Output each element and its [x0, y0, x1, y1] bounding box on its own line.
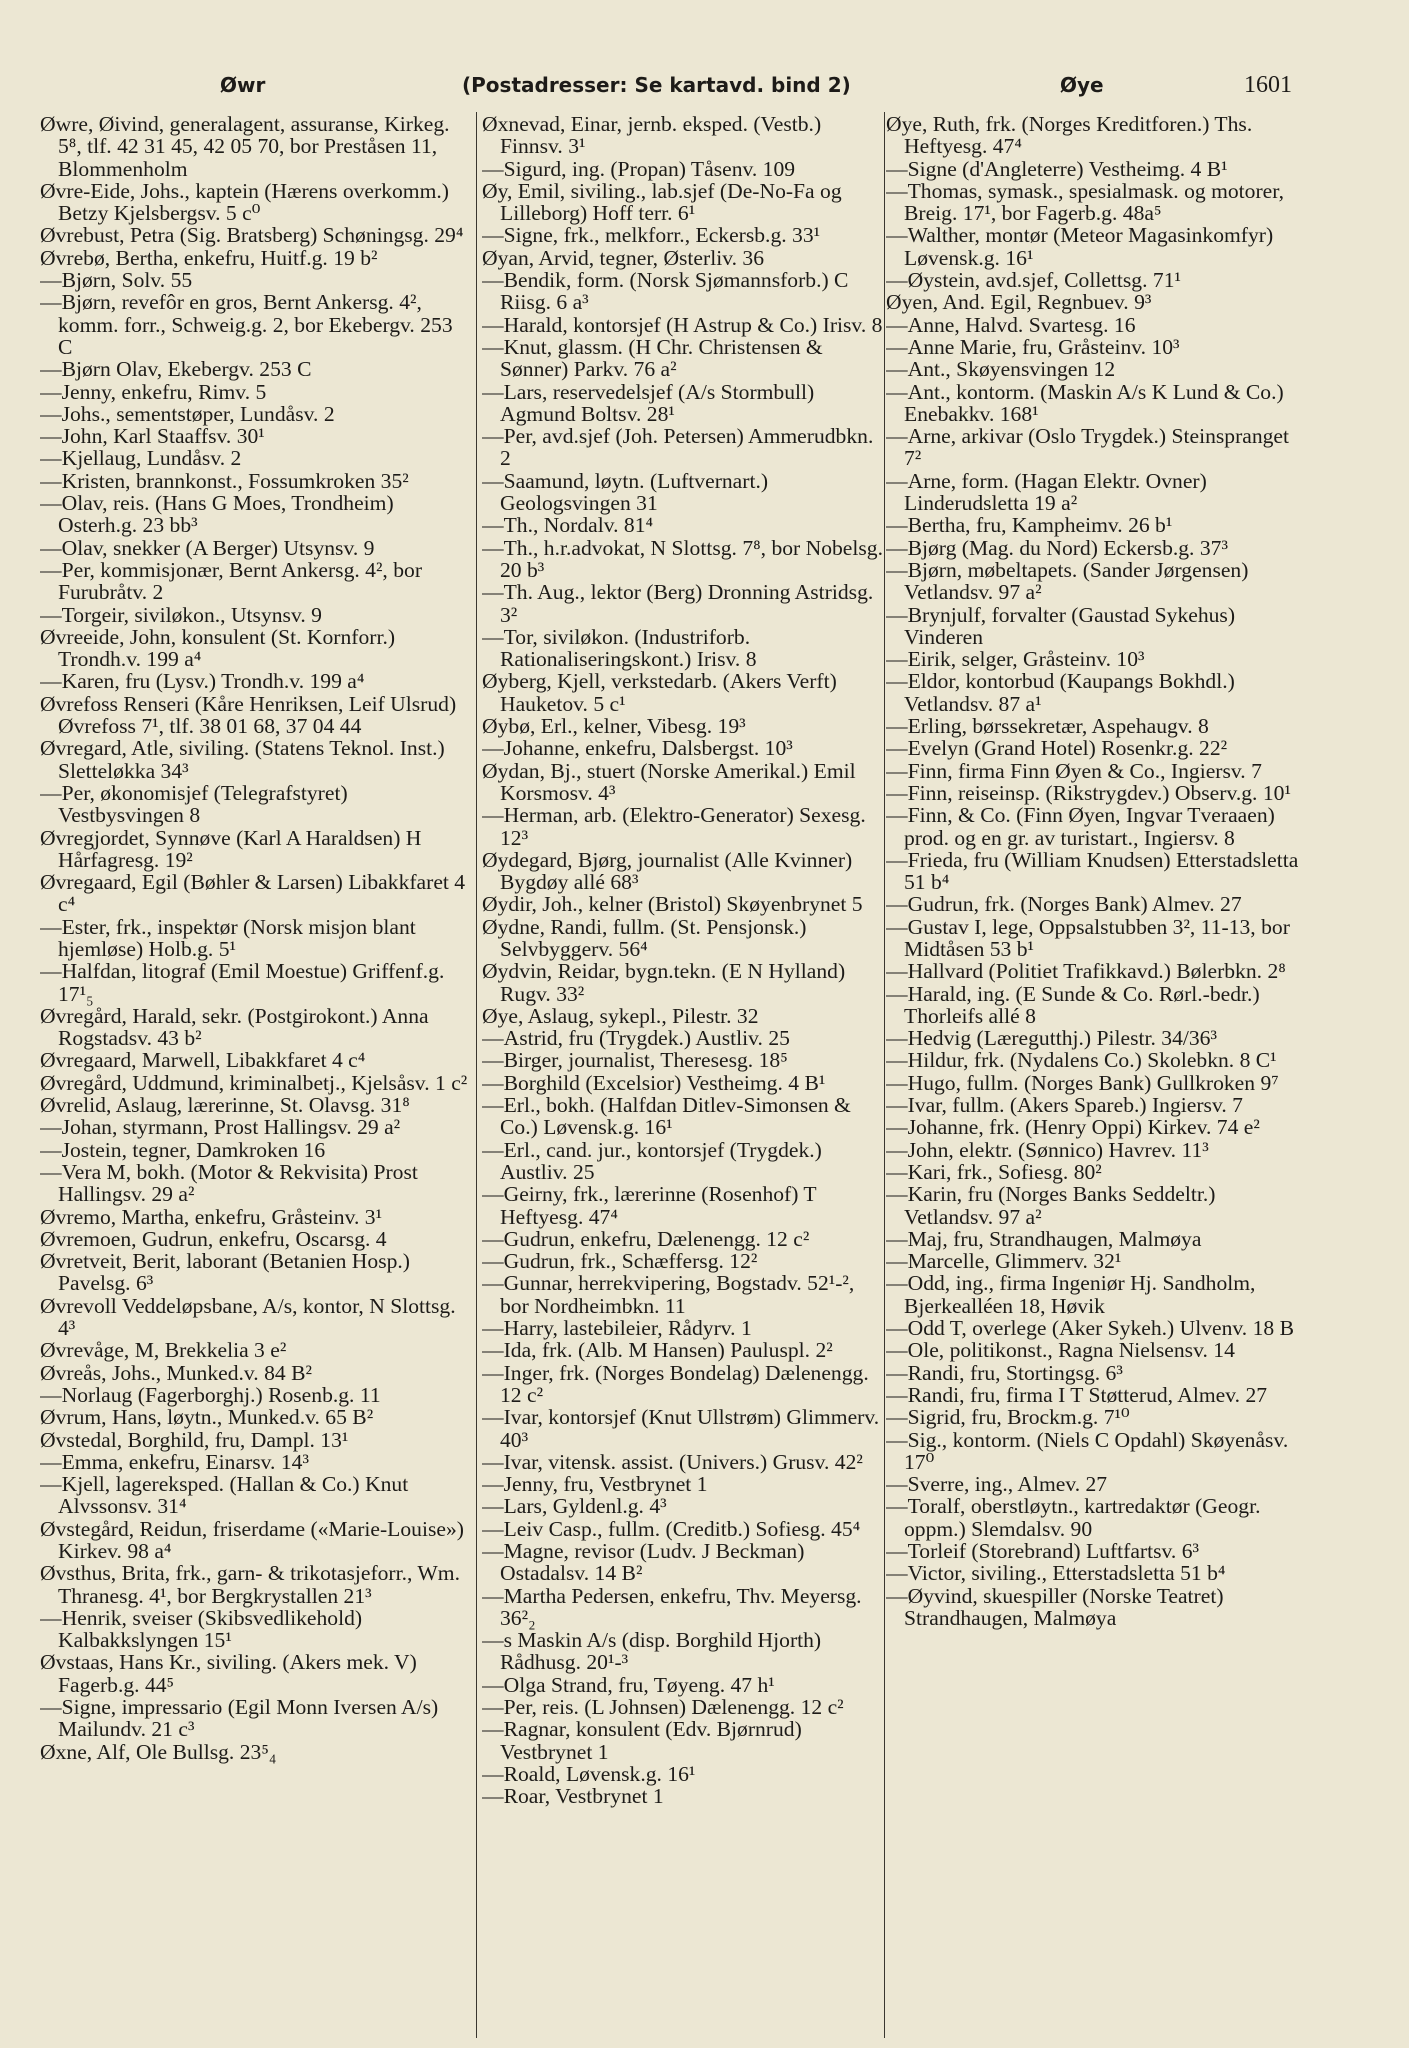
directory-entry: —Per, kommisjonær, Bernt Ankersg. 4², bor Furubråtv. 2 [40, 557, 423, 605]
directory-entry: —Signe (d'Angleterre) Vestheimg. 4 B¹ [886, 156, 1228, 181]
directory-entry: —Gudrun, enkefru, Dælenengg. 12 c² [482, 1226, 810, 1251]
directory-entry: —Lars, Gyldenl.g. 4³ [482, 1494, 667, 1519]
directory-entry: —Magne, revisor (Ludv. J Beckman) Ostadalsv. 14 B² [482, 1539, 805, 1586]
header-right-key: Øye [1060, 73, 1104, 97]
directory-entry: —Johan, styrmann, Prost Hallingsv. 29 a² [40, 1115, 401, 1140]
header-center-title: (Postadresser: Se kartavd. bind 2) [462, 73, 851, 97]
directory-entry: —Odd, ing., firma Ingeniør Hj. Sandholm, Bjerkealléen 18, Høvik [886, 1271, 1256, 1318]
directory-entry: —Knut, glassm. (H Chr. Christensen & Sønner) Parkv. 76 a² [482, 334, 823, 382]
directory-entry: —Leiv Casp., fullm. (Creditb.) Sofiesg. 45⁴ [482, 1516, 861, 1541]
directory-entry: —Bjørn, revefôr en gros, Bernt Ankersg. 4², komm. forr., Schweig.g. 2, bor Ekebergv. 253 C [40, 290, 453, 359]
directory-entry: —Henrik, sveiser (Skibsvedlikehold) Kalbakkslyngen 15¹ [40, 1605, 363, 1653]
directory-entry: —Torgeir, siviløkon., Utsynsv. 9 [40, 602, 322, 627]
directory-entry: Øvrebø, Bertha, enkefru, Huitf.g. 19 b² [40, 245, 378, 270]
directory-entry: Øybø, Erl., kelner, Vibesg. 19³ [482, 714, 746, 739]
directory-entry: —Per, reis. (L Johnsen) Dælenengg. 12 c² [482, 1695, 844, 1720]
directory-entry: Øvreås, Johs., Munked.v. 84 B² [40, 1360, 312, 1385]
directory-entry: —Arne, arkivar (Oslo Trygdek.) Steinspranget 7² [886, 424, 1290, 471]
directory-entry: —Ivar, vitensk. assist. (Univers.) Grusv. 42² [482, 1449, 863, 1474]
directory-entry: Øvrefoss Renseri (Kåre Henriksen, Leif Ulsrud) Øvrefoss 7¹, tlf. 38 01 68, 37 04 44 [40, 691, 457, 739]
directory-entry: —Arne, form. (Hagan Elektr. Ovner) Linderudsletta 19 a² [886, 468, 1207, 516]
directory-entry: Øvsthus, Brita, frk., garn- & trikotasjeforr., Wm. Thranesg. 4¹, bor Bergkrystallen 21³ [40, 1561, 461, 1608]
directory-entry: —Hugo, fullm. (Norges Bank) Gullkroken 9⁷ [886, 1070, 1279, 1095]
directory-entry: Øvregård, Harald, sekr. (Postgirokont.) Anna Rogstadsv. 43 b² [40, 1003, 429, 1051]
directory-entry: —Bjørn, møbeltapets. (Sander Jørgensen) Vetlandsv. 97 a² [886, 557, 1249, 605]
directory-entry: —Frieda, fru (William Knudsen) Etterstadsletta 51 b⁴ [886, 847, 1299, 895]
directory-entry: —Ole, politikonst., Ragna Nielsensv. 14 [886, 1338, 1235, 1363]
directory-entry: Øvregård, Uddmund, kriminalbetj., Kjelsåsv. 1 c² [40, 1070, 468, 1095]
directory-entry: Øvstaas, Hans Kr., siviling. (Akers mek. V) Fagerb.g. 44⁵ [40, 1650, 417, 1697]
directory-entry: —Brynjulf, forvalter (Gaustad Sykehus) Vinderen [886, 602, 1236, 649]
directory-entry: —Harald, kontorsjef (H Astrup & Co.) Irisv. 8 [482, 312, 883, 337]
directory-entry: —Geirny, frk., lærerinne (Rosenhof) T Heftyesg. 47⁴ [482, 1182, 817, 1229]
directory-entry: Øye, Ruth, frk. (Norges Kreditforen.) Ths. Heftyesg. 47⁴ [886, 113, 1253, 159]
directory-entry: Øvremoen, Gudrun, enkefru, Oscarsg. 4 [40, 1226, 387, 1251]
column-3 [886, 113, 1300, 2038]
directory-entry: —Anne, Halvd. Svartesg. 16 [886, 312, 1136, 337]
directory-entry: —Maj, fru, Strandhaugen, Malmøya [886, 1226, 1202, 1251]
directory-entry: —Ivar, fullm. (Akers Spareb.) Ingiersv. 7 [886, 1093, 1243, 1118]
directory-entry: —Karin, fru (Norges Banks Seddeltr.) Vetlandsv. 97 a² [886, 1182, 1216, 1229]
directory-entry: Øvretveit, Berit, laborant (Betanien Hosp.) Pavelsg. 6³ [40, 1249, 410, 1296]
directory-entry: —Øystein, avd.sjef, Collettsg. 71¹ [886, 268, 1181, 293]
directory-entry: —Victor, siviling., Etterstadsletta 51 b⁴ [886, 1561, 1226, 1586]
directory-entry: Øvrebust, Petra (Sig. Bratsberg) Schøningsg. 29⁴ [40, 223, 464, 248]
directory-entry: —Erl., cand. jur., kontorsjef (Trygdek.) Austliv. 25 [482, 1137, 822, 1184]
directory-entry: —Ant., kontorm. (Maskin A/s K Lund & Co.) Enebakkv. 168¹ [886, 379, 1284, 426]
directory-entry: —Jenny, enkefru, Rimv. 5 [40, 379, 267, 404]
directory-entry: —Roar, Vestbrynet 1 [482, 1784, 664, 1809]
header-left-key: Øwr [220, 73, 266, 97]
directory-entry: —Walther, montør (Meteor Magasinkomfyr) Løvensk.g. 16¹ [886, 223, 1274, 270]
directory-entry: —Sigrid, fru, Brockm.g. 7¹⁰ [886, 1405, 1130, 1430]
directory-entry: —Evelyn (Grand Hotel) Rosenkr.g. 22² [886, 736, 1228, 761]
directory-entry: —Finn, reiseinsp. (Rikstrygdev.) Observ.g. 10¹ [886, 780, 1291, 805]
directory-entry: —Saamund, løytn. (Luftvernart.) Geologsvingen 31 [482, 468, 769, 516]
directory-entry: —Gudrun, frk., Schæffersg. 12² [482, 1249, 758, 1274]
directory-entry: —Th., h.r.advokat, N Slottsg. 7⁸, bor Nobelsg. 20 b³ [482, 535, 883, 582]
directory-entry: —Inger, frk. (Norges Bondelag) Dælenengg. 12 c² [482, 1360, 869, 1407]
page-header [0, 68, 1409, 102]
directory-entry: Øydir, Joh., kelner (Bristol) Skøyenbrynet 5 [482, 892, 863, 917]
column-2 [482, 113, 884, 2038]
directory-entry: —Th. Aug., lektor (Berg) Dronning Astridsg. 3² [482, 580, 874, 627]
directory-entry: —Erling, børssekretær, Aspehaugv. 8 [886, 714, 1209, 739]
directory-entry: —Gustav I, lege, Oppsalstubben 3², 11-13, bor Midtåsen 53 b¹ [886, 914, 1290, 961]
directory-entry: —Bertha, fru, Kampheimv. 26 b¹ [886, 513, 1173, 538]
directory-entry: Øydvin, Reidar, bygn.tekn. (E N Hylland) Rugv. 33² [482, 959, 846, 1006]
directory-entry: —Kari, frk., Sofiesg. 80² [886, 1159, 1102, 1184]
directory-entry: —Marcelle, Glimmerv. 32¹ [886, 1249, 1122, 1274]
directory-entry: —Birger, journalist, Theresesg. 18⁵ [482, 1048, 788, 1073]
directory-entry: Øvrevåge, M, Brekkelia 3 e² [40, 1338, 287, 1363]
directory-entry: —Gunnar, herrekvipering, Bogstadv. 52¹-², bor Nordheimbkn. 11 [482, 1271, 855, 1318]
directory-entry: —Hedvig (Læregutthj.) Pilestr. 34/36³ [886, 1026, 1217, 1051]
directory-entry: —Eirik, selger, Gråsteinv. 10³ [886, 647, 1145, 672]
column-1 [40, 113, 472, 2038]
directory-entry: —John, elektr. (Sønnico) Havrev. 11³ [886, 1137, 1209, 1162]
directory-entry: —Finn, & Co. (Finn Øyen, Ingvar Tveraaen) prod. og en gr. av turistart., Ingiersv. 8 [886, 803, 1275, 850]
directory-entry: —Vera M, bokh. (Motor & Rekvisita) Prost Hallingsv. 29 a² [40, 1159, 418, 1207]
directory-entry: —Harald, ing. (E Sunde & Co. Rørl.-bedr.) Thorleifs allé 8 [886, 981, 1260, 1028]
directory-entry: —Kjell, lagereksped. (Hallan & Co.) Knut Alvssonsv. 31⁴ [40, 1472, 409, 1519]
directory-entry: —Toralf, oberstløytn., kartredaktør (Geogr. oppm.) Slemdalsv. 90 [886, 1494, 1261, 1541]
directory-entry: —Herman, arb. (Elektro-Generator) Sexesg. 12³ [482, 803, 866, 850]
directory-entry: Øy, Emil, siviling., lab.sjef (De-No-Fa og Lilleborg) Hoff terr. 6¹ [482, 178, 842, 226]
directory-entry: Øxnevad, Einar, jernb. eksped. (Vestb.) Finnsv. 3¹ [482, 113, 822, 159]
directory-entry: —Ida, frk. (Alb. M Hansen) Pauluspl. 2² [482, 1338, 833, 1363]
directory-entry: —s Maskin A/s (disp. Borghild Hjorth) Rådhusg. 20¹-³ [482, 1628, 822, 1675]
directory-entry: —Kristen, brannkonst., Fossumkroken 35² [40, 468, 409, 493]
directory-entry: —Martha Pedersen, enkefru, Thv. Meyersg. 36²₂ [482, 1583, 862, 1630]
directory-entry: Øvregaard, Marwell, Libakkfaret 4 c⁴ [40, 1048, 366, 1073]
directory-entry: —Erl., bokh. (Halfdan Ditlev-Simonsen & Co.) Løvensk.g. 16¹ [482, 1093, 851, 1140]
directory-entry: —Norlaug (Fagerborghj.) Rosenb.g. 11 [40, 1382, 381, 1407]
directory-entry: —Olga Strand, fru, Tøyeng. 47 h¹ [482, 1672, 775, 1697]
directory-entry: Øyan, Arvid, tegner, Østerliv. 36 [482, 245, 764, 270]
directory-entry: —Per, økonomisjef (Telegrafstyret) Vestbysvingen 8 [40, 780, 348, 828]
directory-entry: —Signe, frk., melkforr., Eckersb.g. 33¹ [482, 223, 821, 248]
directory-entry: —Astrid, fru (Trygdek.) Austliv. 25 [482, 1026, 790, 1051]
directory-entry: —Odd T, overlege (Aker Sykeh.) Ulvenv. 18 B [886, 1316, 1294, 1341]
directory-entry: —Jostein, tegner, Damkroken 16 [40, 1137, 326, 1162]
directory-entry: Øvrelid, Aslaug, lærerinne, St. Olavsg. 31⁸ [40, 1093, 410, 1118]
directory-entry: —Emma, enkefru, Einarsv. 14³ [40, 1449, 309, 1474]
directory-entry: —Finn, firma Finn Øyen & Co., Ingiersv. 7 [886, 758, 1262, 783]
directory-entry: —Bjørn, Solv. 55 [40, 268, 193, 293]
directory-entry: Øvregaard, Egil (Bøhler & Larsen) Libakkfaret 4 c⁴ [40, 870, 466, 917]
directory-entry: Øvregjordet, Synnøve (Karl A Haraldsen) H Hårfagresg. 19² [40, 825, 422, 872]
directory-entry: Øvrum, Hans, løytn., Munked.v. 65 B² [40, 1405, 374, 1430]
directory-entry: —Johs., sementstøper, Lundåsv. 2 [40, 401, 335, 426]
page-number: 1601 [1244, 72, 1292, 98]
directory-entry: —Bendik, form. (Norsk Sjømannsforb.) C Riisg. 6 a³ [482, 268, 849, 315]
directory-entry: —Thomas, symask., spesialmask. og motorer, Breig. 17¹, bor Fagerb.g. 48a⁵ [886, 178, 1284, 226]
directory-entry: —Borghild (Excelsior) Vestheimg. 4 B¹ [482, 1070, 826, 1095]
column-divider [476, 112, 477, 2038]
directory-entry: Øvremo, Martha, enkefru, Gråsteinv. 3¹ [40, 1204, 383, 1229]
directory-entry: —Randi, fru, Stortingsg. 6³ [886, 1360, 1123, 1385]
directory-entry: Øydan, Bj., stuert (Norske Amerikal.) Emil Korsmosv. 4³ [482, 758, 856, 805]
directory-entry: —Eldor, kontorbud (Kaupangs Bokhdl.) Vetlandsv. 87 a¹ [886, 669, 1235, 716]
directory-entry: Øye, Aslaug, sykepl., Pilestr. 32 [482, 1003, 759, 1028]
directory-entry: —Olav, snekker (A Berger) Utsynsv. 9 [40, 535, 375, 560]
directory-entry: —Signe, impressario (Egil Monn Iversen A/s) Mailundv. 21 c³ [40, 1695, 439, 1742]
directory-entry: Øwre, Øivind, generalagent, assuranse, Kirkeg. 5⁸, tlf. 42 31 45, 42 05 70, bor Preståsen 11, Blommenholm [40, 113, 450, 181]
directory-entry: —Sverre, ing., Almev. 27 [886, 1472, 1108, 1497]
directory-entry: —Karen, fru (Lysv.) Trondh.v. 199 a⁴ [40, 669, 365, 694]
directory-entry: —Olav, reis. (Hans G Moes, Trondheim) Osterh.g. 23 bb³ [40, 491, 394, 538]
directory-entry: —Ragnar, konsulent (Edv. Bjørnrud) Vestbrynet 1 [482, 1717, 802, 1764]
directory-entry: —Roald, Løvensk.g. 16¹ [482, 1761, 696, 1786]
directory-entry: Øyberg, Kjell, verkstedarb. (Akers Verft) Hauketov. 5 c¹ [482, 669, 837, 716]
directory-entry: —Hallvard (Politiet Trafikkavd.) Bølerbkn. 2⁸ [886, 959, 1286, 984]
directory-entry: —Bjørg (Mag. du Nord) Eckersb.g. 37³ [886, 535, 1228, 560]
directory-entry: Øyen, And. Egil, Regnbuev. 9³ [886, 290, 1152, 315]
directory-entry: Øydegard, Bjørg, journalist (Alle Kvinner) Bygdøy allé 68³ [482, 847, 853, 895]
directory-entry: —Bjørn Olav, Ekebergv. 253 C [40, 357, 312, 382]
directory-entry: —Halfdan, litograf (Emil Moestue) Griffenf.g. 17¹₅ [40, 959, 445, 1006]
directory-entry: —Anne Marie, fru, Gråsteinv. 10³ [886, 334, 1180, 359]
directory-entry: —Øyvind, skuespiller (Norske Teatret) Strandhaugen, Malmøya [886, 1583, 1224, 1630]
directory-entry: —Lars, reservedelsjef (A/s Stormbull) Agmund Boltsv. 28¹ [482, 379, 815, 426]
directory-entry: —Th., Nordalv. 81⁴ [482, 513, 654, 538]
directory-entry: —Hildur, frk. (Nydalens Co.) Skolebkn. 8 C¹ [886, 1048, 1277, 1073]
directory-entry: —Sig., kontorm. (Niels C Opdahl) Skøyenåsv. 17⁰ [886, 1427, 1289, 1474]
directory-entry: —Harry, lastebileier, Rådyrv. 1 [482, 1316, 752, 1341]
directory-entry: Øvre-Eide, Johs., kaptein (Hærens overkomm.) Betzy Kjelsbergsv. 5 c⁰ [40, 178, 449, 226]
directory-entry: —John, Karl Staaffsv. 30¹ [40, 424, 265, 449]
directory-entry: —Ester, frk., inspektør (Norsk misjon blant hjemløse) Holb.g. 5¹ [40, 914, 416, 961]
directory-entry: —Tor, siviløkon. (Industriforb. Rationaliseringskont.) Irisv. 8 [482, 624, 757, 672]
directory-entry: Øvrevoll Veddeløpsbane, A/s, kontor, N Slottsg. 4³ [40, 1293, 456, 1341]
directory-entry: Øvstedal, Borghild, fru, Dampl. 13¹ [40, 1427, 349, 1452]
directory-entry: —Per, avd.sjef (Joh. Petersen) Ammerudbkn. 2 [482, 424, 874, 471]
directory-entry: Øvstegård, Reidun, friserdame («Marie-Louise») Kirkev. 98 a⁴ [40, 1516, 464, 1563]
column-divider [884, 112, 885, 2038]
directory-entry: —Torleif (Storebrand) Luftfartsv. 6³ [886, 1539, 1199, 1563]
directory-entry: —Kjellaug, Lundåsv. 2 [40, 446, 242, 471]
directory-entry: —Gudrun, frk. (Norges Bank) Almev. 27 [886, 892, 1242, 917]
directory-entry: Øydne, Randi, fullm. (St. Pensjonsk.) Selvbyggerv. 56⁴ [482, 914, 807, 961]
directory-entry: Øxne, Alf, Ole Bullsg. 23⁵₄ [40, 1739, 277, 1764]
directory-entry: —Ant., Skøyensvingen 12 [886, 357, 1116, 382]
directory-entry: —Ivar, kontorsjef (Knut Ullstrøm) Glimmerv. 40³ [482, 1405, 880, 1452]
directory-entry: —Johanne, enkefru, Dalsbergst. 10³ [482, 736, 793, 761]
directory-entry: Øvregard, Atle, siviling. (Statens Teknol. Inst.) Sletteløkka 34³ [40, 736, 445, 783]
directory-entry: —Sigurd, ing. (Propan) Tåsenv. 109 [482, 156, 796, 181]
directory-entry: —Jenny, fru, Vestbrynet 1 [482, 1472, 708, 1497]
directory-entry: —Johanne, frk. (Henry Oppi) Kirkev. 74 e² [886, 1115, 1260, 1140]
directory-entry: Øvreeide, John, konsulent (St. Kornforr.) Trondh.v. 199 a⁴ [40, 624, 396, 672]
directory-entry: —Randi, fru, firma I T Støtterud, Almev. 27 [886, 1382, 1268, 1407]
